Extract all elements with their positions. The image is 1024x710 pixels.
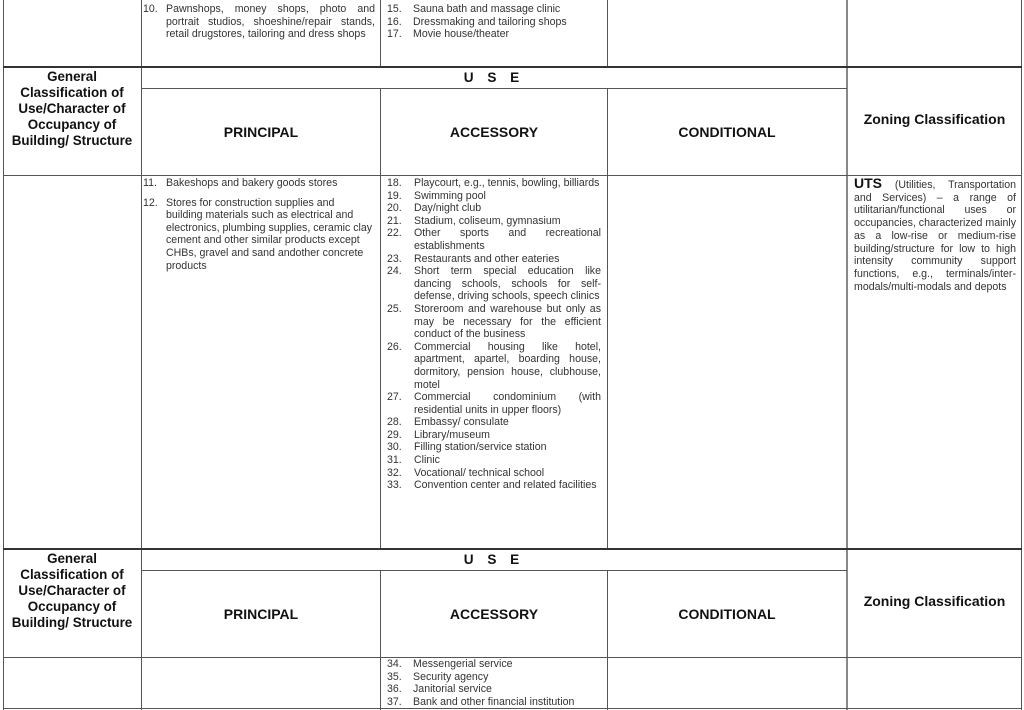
list-item xyxy=(387,190,601,203)
item-number: 32. xyxy=(387,466,402,479)
item-text: Commercial condominium (with residential units in upper floors) xyxy=(414,391,601,416)
principal-list xyxy=(143,177,373,272)
list-item xyxy=(387,253,601,266)
col-divider-accessory xyxy=(380,0,381,67)
item-text: Storeroom and warehouse but only as may be necessary for the efficient conduct of the business xyxy=(414,302,601,341)
list-item xyxy=(143,177,373,190)
item-number: 21. xyxy=(387,214,402,227)
top-accessory-cell xyxy=(387,3,603,41)
accessory-header: ACCESSORY xyxy=(449,124,539,140)
general-classification-header: General Classification of Use/Character of Occupancy of Building/ Structure xyxy=(11,69,133,148)
item-text: Dressmaking and tailoring shops xyxy=(413,15,567,28)
accessory-list xyxy=(387,177,601,492)
item-text: Bakeshops and bakery goods stores xyxy=(166,177,338,189)
list-item xyxy=(143,197,373,273)
item-text: Bank and other financial institution xyxy=(413,695,575,708)
item-number: 35. xyxy=(387,670,402,683)
item-text: Commercial housing like hotel, apartment, apartel, boarding house, dormitory, pension house, clubhouse, motel xyxy=(414,340,601,391)
list-item xyxy=(387,454,601,467)
list-item xyxy=(387,658,603,671)
zoning-description: (Utilities, Transportation and Services) – a range of utilitarian/functional uses or occupancies, characterized mainly as a low-rise or medium-rise building/structure for low to high intensity community support functions, e.g., terminals/inter-modals/multi-modals and depots xyxy=(854,179,1016,293)
list-item xyxy=(387,696,603,709)
list-item xyxy=(387,28,603,41)
item-number: 28. xyxy=(387,416,402,429)
item-text: Stadium, coliseum, gymnasium xyxy=(414,214,561,227)
list-item xyxy=(387,429,601,442)
list-item xyxy=(387,391,601,416)
item-number: 15. xyxy=(387,3,402,15)
item-number: 10. xyxy=(143,3,158,15)
top-principal-cell xyxy=(143,3,375,41)
item-text: Other sports and recreational establishments xyxy=(414,227,601,252)
item-number: 33. xyxy=(387,479,402,492)
item-text: Playcourt, e.g., tennis, bowling, billiards xyxy=(414,177,600,189)
accessory-header: ACCESSORY xyxy=(449,606,539,622)
item-text: Stores for construction supplies and building materials such as electrical and electronics, plumbing supplies, ceramic clay cement and other similar products except CHBs, gravel and sand andother concrete products xyxy=(166,196,373,272)
item-number: 20. xyxy=(387,202,402,215)
item-text: Library/museum xyxy=(414,428,490,441)
item-text: Messengerial service xyxy=(413,658,513,670)
list-item xyxy=(387,479,601,492)
zoning-classification-header: Zoning Classification xyxy=(863,592,1006,609)
item-text: Janitorial service xyxy=(413,683,492,696)
zoning-classification-header: Zoning Classification xyxy=(863,110,1006,127)
list-item xyxy=(387,202,601,215)
item-text: Embassy/ consulate xyxy=(414,416,509,429)
list-item xyxy=(387,177,601,190)
item-number: 30. xyxy=(387,441,402,454)
item-text: Movie house/theater xyxy=(413,28,509,41)
item-number: 34. xyxy=(387,658,402,670)
item-number: 19. xyxy=(387,189,402,202)
zoning-code: UTS xyxy=(854,175,882,191)
principal-header: PRINCIPAL xyxy=(223,124,299,140)
middle-accessory-cell xyxy=(387,177,601,492)
item-text: Restaurants and other eateries xyxy=(414,252,560,265)
item-number: 16. xyxy=(387,15,402,28)
list-item xyxy=(387,671,603,684)
list-item xyxy=(387,16,603,29)
bottom-accessory-cell xyxy=(387,658,603,708)
item-number: 11. xyxy=(143,177,157,189)
conditional-header: CONDITIONAL xyxy=(678,124,776,140)
accessory-list xyxy=(387,658,603,708)
list-item xyxy=(143,3,375,41)
accessory-list xyxy=(387,3,603,41)
list-item xyxy=(387,215,601,228)
item-text: Security agency xyxy=(413,670,489,683)
middle-principal-cell xyxy=(143,177,373,272)
conditional-header: CONDITIONAL xyxy=(678,606,776,622)
general-classification-header: General Classification of Use/Character of Occupancy of Building/ Structure xyxy=(11,551,133,630)
use-header: U S E xyxy=(463,552,525,567)
table-border-left xyxy=(3,0,4,710)
list-item xyxy=(387,441,601,454)
item-number: 27. xyxy=(387,391,402,404)
item-number: 23. xyxy=(387,252,402,265)
list-item xyxy=(387,341,601,391)
item-text: Swimming pool xyxy=(414,189,486,202)
list-item xyxy=(387,467,601,480)
item-number: 18. xyxy=(387,177,402,189)
table-border-right xyxy=(1021,0,1022,710)
item-text: Convention center and related facilities xyxy=(414,479,597,492)
item-number: 37. xyxy=(387,695,402,708)
item-text: Short term special education like dancing schools, schools for self-defense, driving schools, speech clinics xyxy=(414,265,601,303)
principal-list xyxy=(143,3,375,41)
use-header: U S E xyxy=(463,70,525,85)
principal-header: PRINCIPAL xyxy=(223,606,299,622)
item-number: 26. xyxy=(387,340,402,353)
item-number: 29. xyxy=(387,428,402,441)
col-divider-conditional xyxy=(607,0,608,67)
item-text: Clinic xyxy=(414,454,440,467)
item-text: Vocational/ technical school xyxy=(414,466,545,479)
item-text: Pawnshops, money shops, photo and portrait studios, shoeshine/repair stands, retail drugstores, tailoring and dress shops xyxy=(166,3,375,41)
item-number: 36. xyxy=(387,683,402,696)
item-number: 24. xyxy=(387,265,402,278)
item-number: 31. xyxy=(387,454,402,467)
list-item xyxy=(387,303,601,341)
list-item xyxy=(387,265,601,303)
item-number: 12. xyxy=(143,196,158,209)
item-number: 22. xyxy=(387,227,402,240)
item-text: Filling station/service station xyxy=(414,441,547,454)
list-item xyxy=(387,3,603,16)
list-item xyxy=(387,683,603,696)
item-number: 17. xyxy=(387,28,402,41)
item-text: Sauna bath and massage clinic xyxy=(413,3,561,15)
item-text: Day/night club xyxy=(414,202,482,215)
list-item xyxy=(387,227,601,252)
item-number: 25. xyxy=(387,302,402,315)
list-item xyxy=(387,416,601,429)
zoning-description-cell xyxy=(854,177,1016,293)
